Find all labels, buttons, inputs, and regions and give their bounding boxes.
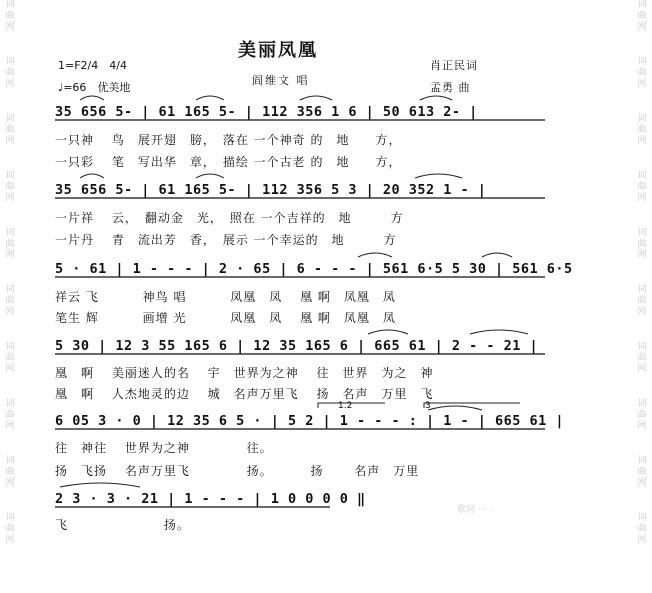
watermark-right <box>635 0 649 593</box>
watermark-gap <box>3 489 17 513</box>
watermark-char: 词 <box>637 114 647 124</box>
lyric-verse-1: 一片祥 云， 翻动金 光， 照在 一个吉祥的 地 方 <box>55 211 404 225</box>
watermark-char: 词 <box>637 399 647 409</box>
watermark-left <box>3 0 17 593</box>
tempo-marking: ♩=66 优美地 <box>58 81 131 94</box>
watermark-char: 词 <box>637 456 647 466</box>
watermark-gap <box>3 33 17 57</box>
watermark-char: 词 <box>637 57 647 67</box>
watermark-char: 词 <box>637 342 647 352</box>
notation-line: 5 30 | 12 3 55 165 6 | 12 35 165 6 | 665 61 | 2 - - 21 | <box>55 338 539 354</box>
notation-line: 35 656 5- | 61 165 5- | 112 356 1 6 | 50 613 2- | <box>55 104 478 120</box>
watermark-char: 曲 <box>637 125 647 135</box>
watermark-char: 曲 <box>5 239 15 249</box>
watermark-char: 曲 <box>637 11 647 21</box>
watermark-char: 曲 <box>637 467 647 477</box>
watermark-char: 曲 <box>5 296 15 306</box>
volta-second-ending: 3 <box>425 401 431 411</box>
watermark-gap <box>3 204 17 228</box>
watermark-char: 曲 <box>5 11 15 21</box>
watermark-gap <box>3 147 17 171</box>
lyric-verse-1: 往 神往 世界为之神 往。 <box>55 441 273 455</box>
watermark-gap <box>635 489 649 513</box>
lyric-verse-2: 笔生 辉 画增 光 凤凰 凤 凰 啊 凤凰 凤 <box>55 311 396 325</box>
lyric-verse-1: 一只神 鸟 展开翅 膀， 落在 一个神奇 的 地 方， <box>55 133 402 147</box>
watermark-char: 词 <box>5 228 15 238</box>
lyric-verse-2: 一片丹 青 流出芳 香， 展示 一个幸运的 地 方 <box>55 233 397 247</box>
singer-credit: 阎维文 唱 <box>252 74 310 87</box>
faint-footer-text: 歌词 ··· · <box>457 505 493 515</box>
watermark-char: 词 <box>5 57 15 67</box>
watermark-char: 曲 <box>5 182 15 192</box>
watermark-gap <box>635 147 649 171</box>
watermark-char: 网 <box>637 22 647 32</box>
watermark-char: 曲 <box>5 410 15 420</box>
lyric-verse-1: 祥云 飞 神鸟 唱 凤凰 凤 凰 啊 凤凰 凤 <box>55 290 396 304</box>
watermark-char: 网 <box>637 307 647 317</box>
watermark-char: 曲 <box>637 524 647 534</box>
notation-line: 2 3 · 3 · 21 | 1 - - - | 1 0 0 0 0 ‖ <box>55 491 366 507</box>
watermark-char: 词 <box>637 513 647 523</box>
lyric-verse-1: 飞 扬。 <box>55 518 190 532</box>
watermark-char: 网 <box>637 193 647 203</box>
watermark-char: 网 <box>5 250 15 260</box>
watermark-char: 词 <box>5 0 15 10</box>
watermark-gap <box>3 375 17 399</box>
watermark-char: 词 <box>5 399 15 409</box>
watermark-char: 网 <box>637 421 647 431</box>
watermark-char: 曲 <box>637 353 647 363</box>
lyric-verse-1: 凰 啊 美丽迷人的名 宇 世界为之神 往 世界 为之 神 <box>55 366 434 380</box>
watermark-char: 网 <box>5 421 15 431</box>
watermark-gap <box>635 375 649 399</box>
notation-line: 6 05 3 · 0 | 12 35 6 5 · | 5 2 | 1 - - - : | 1 - | 665 61 | <box>55 413 565 429</box>
composer-credit: 孟勇 曲 <box>430 81 471 94</box>
watermark-char: 曲 <box>637 182 647 192</box>
watermark-char: 曲 <box>637 410 647 420</box>
watermark-char: 曲 <box>5 353 15 363</box>
key-time-signature: 1=F2/4 4/4 <box>58 59 127 72</box>
watermark-gap <box>3 261 17 285</box>
watermark-char: 网 <box>637 250 647 260</box>
watermark-char: 词 <box>5 285 15 295</box>
watermark-gap <box>3 432 17 456</box>
watermark-char: 网 <box>637 535 647 545</box>
watermark-char: 曲 <box>637 239 647 249</box>
watermark-gap <box>635 546 649 570</box>
watermark-gap <box>3 90 17 114</box>
watermark-char: 词 <box>5 456 15 466</box>
notation-line: 5 · 61 | 1 - - - | 2 · 65 | 6 - - - | 561 6·5 5 30 | 561 6·5 <box>55 261 573 277</box>
watermark-gap <box>3 318 17 342</box>
lyricist-credit: 肖正民词 <box>430 59 478 72</box>
watermark-char: 网 <box>637 364 647 374</box>
watermark-char: 曲 <box>637 296 647 306</box>
watermark-char: 网 <box>5 79 15 89</box>
watermark-char: 网 <box>5 478 15 488</box>
watermark-char: 词 <box>5 114 15 124</box>
watermark-char: 网 <box>637 478 647 488</box>
watermark-char: 词 <box>5 513 15 523</box>
lyric-verse-2: 凰 啊 人杰地灵的边 城 名声万里飞 扬 名声 万里 飞 <box>55 387 434 401</box>
watermark-char: 网 <box>637 79 647 89</box>
watermark-gap <box>635 261 649 285</box>
watermark-char: 网 <box>5 535 15 545</box>
watermark-gap <box>635 90 649 114</box>
watermark-char: 词 <box>5 171 15 181</box>
watermark-char: 网 <box>5 22 15 32</box>
watermark-char: 词 <box>637 0 647 10</box>
watermark-gap <box>635 204 649 228</box>
lyric-verse-2: 扬 飞扬 名声万里飞 扬。 扬 名声 万里 <box>55 464 420 478</box>
song-title: 美丽凤凰 <box>238 40 318 61</box>
watermark-char: 曲 <box>5 467 15 477</box>
watermark-char: 曲 <box>5 524 15 534</box>
watermark-char: 词 <box>5 342 15 352</box>
watermark-gap <box>635 432 649 456</box>
notation-line: 35 656 5- | 61 165 5- | 112 356 5 3 | 20 352 1 - | <box>55 182 487 198</box>
watermark-char: 网 <box>5 136 15 146</box>
watermark-char: 曲 <box>637 68 647 78</box>
watermark-char: 网 <box>5 364 15 374</box>
volta-first-ending: 1.2 <box>338 401 353 411</box>
watermark-char: 网 <box>637 136 647 146</box>
watermark-char: 网 <box>5 193 15 203</box>
watermark-char: 网 <box>5 307 15 317</box>
watermark-gap <box>3 546 17 570</box>
watermark-char: 曲 <box>5 125 15 135</box>
watermark-char: 曲 <box>5 68 15 78</box>
watermark-gap <box>635 33 649 57</box>
watermark-char: 词 <box>637 285 647 295</box>
watermark-gap <box>635 318 649 342</box>
lyric-verse-2: 一只彩 笔 写出华 章， 描绘 一个古老 的 地 方， <box>55 155 402 169</box>
watermark-char: 词 <box>637 171 647 181</box>
watermark-char: 词 <box>637 228 647 238</box>
